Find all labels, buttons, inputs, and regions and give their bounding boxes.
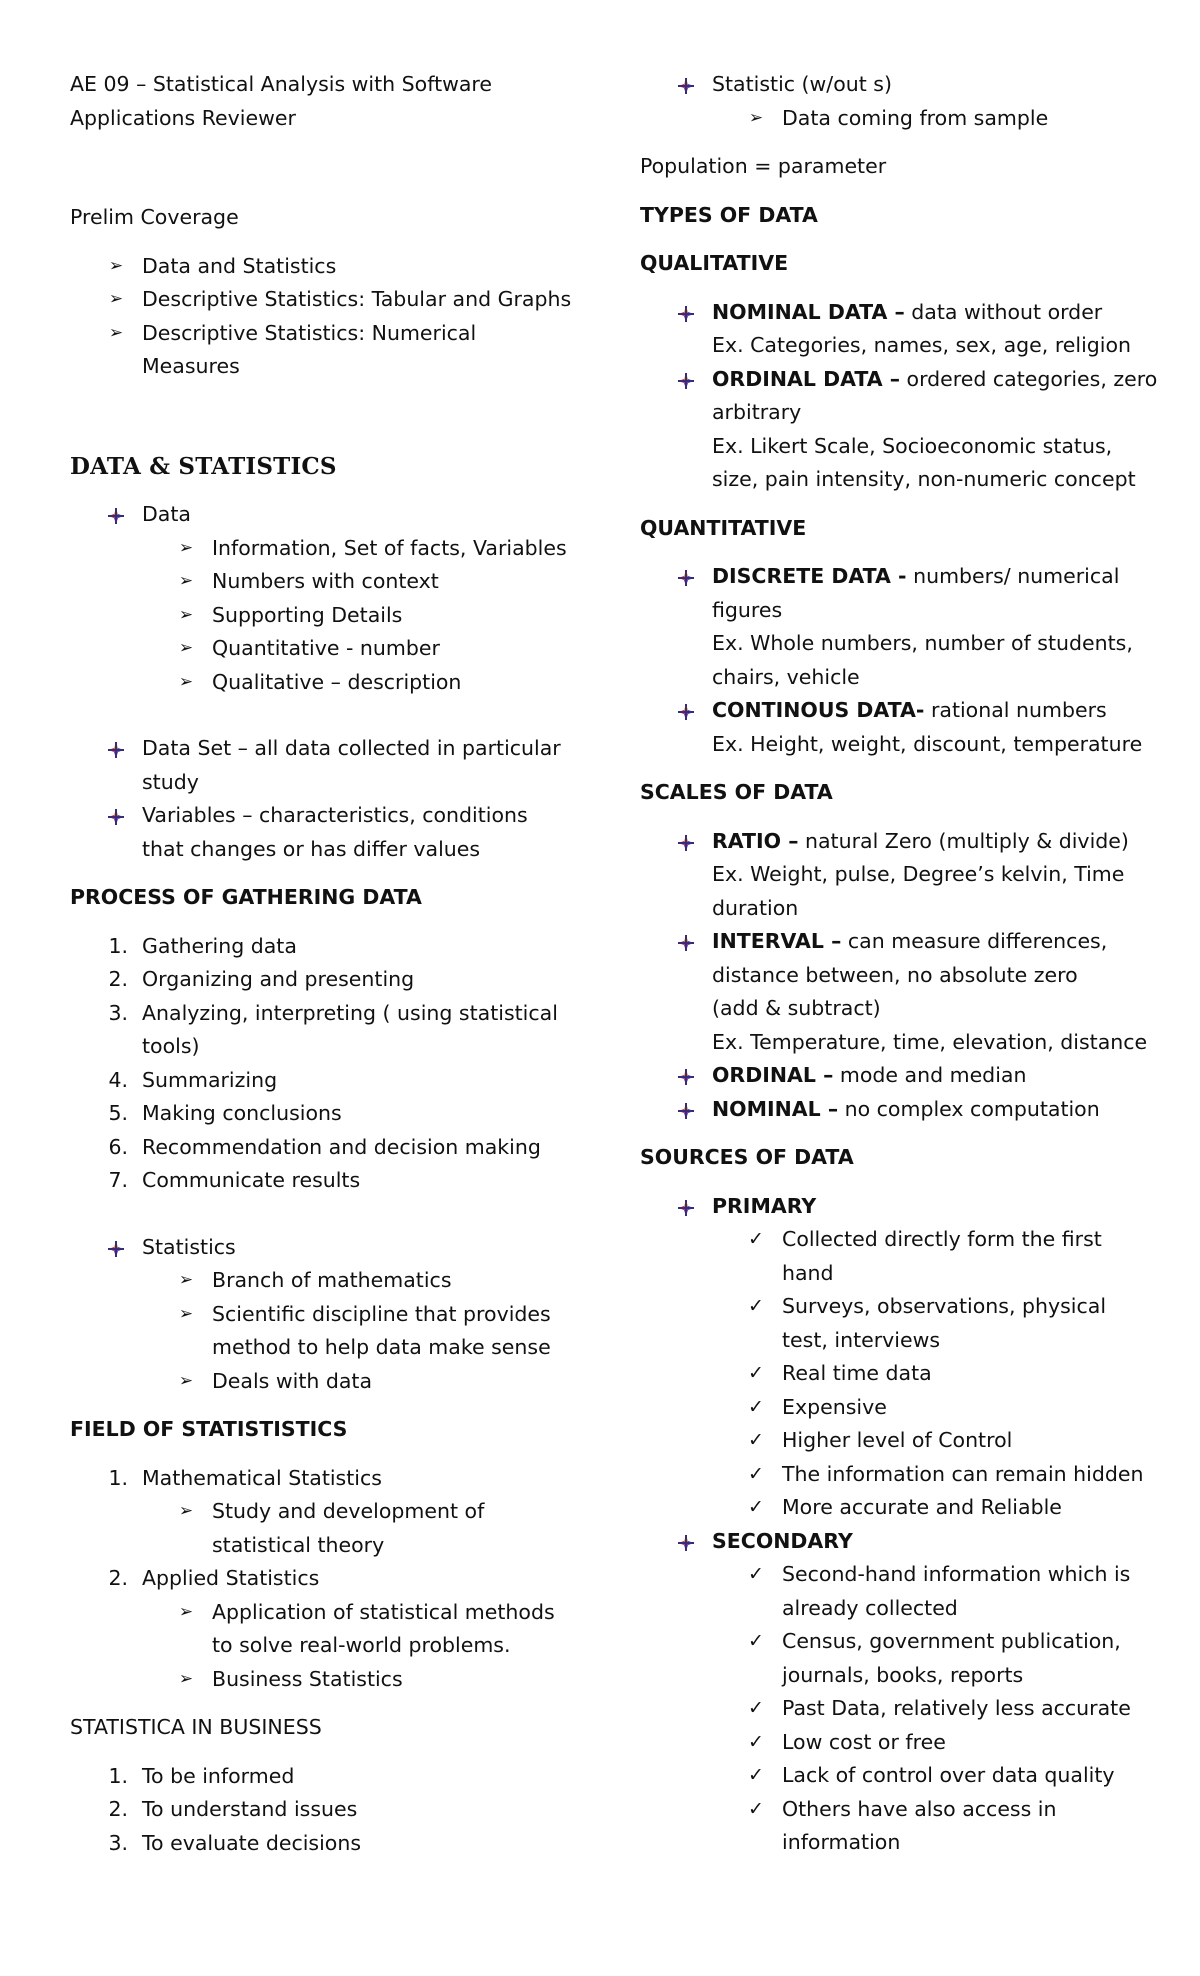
arrowhead-bullet-icon: ➢ <box>748 107 764 128</box>
population-line: Population = parameter <box>640 154 887 178</box>
checkmark-bullet-icon: ✓ <box>748 1496 764 1518</box>
checkmark-bullet-icon: ✓ <box>748 1797 764 1820</box>
arrowhead-bullet-icon: ➢ <box>178 604 194 625</box>
section-heading-data-statistics: DATA & STATISTICS <box>70 452 337 480</box>
list-item: ➢ Supporting Details <box>70 599 590 633</box>
arrowhead-bullet-icon: ➢ <box>178 1370 194 1391</box>
plus-diamond-bullet-icon <box>104 799 128 833</box>
list-item: PRIMARY <box>640 1190 1160 1224</box>
list-item: Statistics <box>70 1231 590 1265</box>
plus-diamond-bullet-icon <box>674 560 698 594</box>
plus-diamond-bullet-icon <box>674 68 698 102</box>
list-item: ➢ Information, Set of facts, Variables <box>70 532 590 566</box>
checkmark-bullet-icon: ✓ <box>748 1630 764 1652</box>
list-item-continuation: Ex. Likert Scale, Socioeconomic status, <box>712 433 1113 458</box>
checkmark-bullet-icon: ✓ <box>748 1362 764 1384</box>
plus-diamond-bullet-icon <box>104 1231 128 1265</box>
list-item-continuation: Measures <box>142 354 240 378</box>
list-item: ✓ Real time data <box>640 1357 1160 1391</box>
list-item-continuation: Ex. Weight, pulse, Degree’s kelvin, Time <box>712 862 1125 886</box>
list-item-continuation: chairs, vehicle <box>712 664 860 689</box>
list-item: ➢ Data and Statistics <box>70 250 590 284</box>
arrowhead-bullet-icon: ➢ <box>108 322 124 343</box>
list-item: SECONDARY <box>640 1525 1160 1559</box>
list-item: ORDINAL – mode and median <box>640 1059 1160 1093</box>
list-item: ➢ Application of statistical methods <box>70 1596 590 1630</box>
list-item: ✓ Surveys, observations, physical <box>640 1290 1160 1324</box>
plus-diamond-bullet-icon <box>674 1093 698 1127</box>
list-item: INTERVAL – can measure differences, <box>640 925 1160 959</box>
list-item: ✓ The information can remain hidden <box>640 1458 1160 1492</box>
arrowhead-bullet-icon: ➢ <box>178 1668 194 1689</box>
numbered-item: 4. Summarizing <box>108 1067 278 1092</box>
arrowhead-bullet-icon: ➢ <box>178 1601 194 1622</box>
list-item: NOMINAL DATA – data without order <box>640 296 1160 330</box>
list-item: ➢ Data coming from sample <box>640 102 1160 136</box>
checkmark-bullet-icon: ✓ <box>748 1395 764 1418</box>
list-item: ➢ Numbers with context <box>70 565 590 599</box>
qualitative-heading: QUALITATIVE <box>640 251 789 275</box>
list-item-continuation: information <box>782 1830 901 1854</box>
list-item: ✓ Census, government publication, <box>640 1625 1160 1659</box>
list-item: DISCRETE DATA - numbers/ numerical <box>640 560 1160 594</box>
checkmark-bullet-icon: ✓ <box>748 1764 764 1786</box>
checkmark-bullet-icon: ✓ <box>748 1462 764 1485</box>
list-item-continuation: test, interviews <box>782 1327 941 1352</box>
prelim-heading: Prelim Coverage <box>70 205 239 229</box>
list-item-continuation: to solve real-world problems. <box>212 1633 511 1657</box>
numbered-item: 2. Organizing and presenting <box>108 967 415 991</box>
list-item-continuation: Ex. Temperature, time, elevation, distance <box>712 1029 1148 1054</box>
plus-diamond-bullet-icon <box>674 1525 698 1559</box>
plus-diamond-bullet-icon <box>674 925 698 959</box>
field-heading: FIELD OF STATISTISTICS <box>70 1417 348 1441</box>
list-item: ✓ Higher level of Control <box>640 1424 1160 1458</box>
checkmark-bullet-icon: ✓ <box>748 1228 764 1250</box>
list-item: NOMINAL – no complex computation <box>640 1093 1160 1127</box>
list-item-continuation: size, pain intensity, non-numeric concept <box>712 467 1136 491</box>
list-item: Variables – characteristics, conditions <box>70 799 590 833</box>
list-item-continuation: duration <box>712 895 799 920</box>
process-heading: PROCESS OF GATHERING DATA <box>70 885 422 909</box>
list-item: ➢ Qualitative – description <box>70 666 590 700</box>
list-item: ✓ Lack of control over data quality <box>640 1759 1160 1793</box>
document-title-line2: Applications Reviewer <box>70 105 296 130</box>
list-item: ➢ Descriptive Statistics: Numerical <box>70 317 590 351</box>
arrowhead-bullet-icon: ➢ <box>178 1501 194 1521</box>
scales-heading: SCALES OF DATA <box>640 780 833 804</box>
list-item-continuation: that changes or has differ values <box>142 836 481 861</box>
plus-diamond-bullet-icon <box>674 1059 698 1093</box>
list-item: Statistic (w/out s) <box>640 68 1160 102</box>
types-heading: TYPES OF DATA <box>640 202 818 227</box>
arrowhead-bullet-icon: ➢ <box>178 1303 194 1324</box>
list-item-continuation: (add & subtract) <box>712 996 881 1020</box>
checkmark-bullet-icon: ✓ <box>748 1730 764 1753</box>
list-item-continuation: hand <box>782 1260 834 1285</box>
document-title-line1: AE 09 – Statistical Analysis with Software <box>70 72 493 96</box>
list-item: Data Set – all data collected in particular <box>70 732 590 766</box>
list-item: ✓ Others have also access in <box>640 1793 1160 1827</box>
plus-diamond-bullet-icon <box>674 363 698 397</box>
list-item: ➢ Deals with data <box>70 1365 590 1399</box>
list-item: Data <box>70 498 590 532</box>
arrowhead-bullet-icon: ➢ <box>178 671 194 692</box>
numbered-item: 1. Gathering data <box>108 933 297 958</box>
checkmark-bullet-icon: ✓ <box>748 1429 764 1451</box>
numbered-item-continuation: tools) <box>142 1034 200 1058</box>
list-item-continuation: distance between, no absolute zero <box>712 962 1078 987</box>
sources-heading: SOURCES OF DATA <box>640 1145 854 1169</box>
plus-diamond-bullet-icon <box>104 498 128 532</box>
numbered-item: 1. Mathematical Statistics <box>108 1465 382 1490</box>
list-item: ✓ Low cost or free <box>640 1726 1160 1760</box>
numbered-item: 2. To understand issues <box>108 1797 358 1821</box>
list-item: ✓ Expensive <box>640 1391 1160 1425</box>
plus-diamond-bullet-icon <box>674 825 698 859</box>
plus-diamond-bullet-icon <box>674 1190 698 1224</box>
quantitative-heading: QUANTITATIVE <box>640 515 807 540</box>
numbered-item: 1. To be informed <box>108 1763 295 1788</box>
list-item: ✓ Past Data, relatively less accurate <box>640 1692 1160 1726</box>
list-item: ➢ Branch of mathematics <box>70 1264 590 1298</box>
numbered-item: 6. Recommendation and decision making <box>108 1134 541 1159</box>
list-item-continuation: arbitrary <box>712 400 802 424</box>
arrowhead-bullet-icon: ➢ <box>108 255 124 276</box>
numbered-item: 7. Communicate results <box>108 1168 361 1192</box>
numbered-item: 5. Making conclusions <box>108 1101 342 1125</box>
list-item: ➢ Study and development of <box>70 1495 590 1529</box>
list-item-continuation: statistical theory <box>212 1532 385 1557</box>
list-item: ✓ More accurate and Reliable <box>640 1491 1160 1525</box>
list-item-continuation: study <box>142 769 199 794</box>
business-heading: STATISTICA IN BUSINESS <box>70 1715 322 1739</box>
arrowhead-bullet-icon: ➢ <box>178 638 194 658</box>
list-item: ORDINAL DATA – ordered categories, zero <box>640 363 1160 397</box>
list-item-continuation: Ex. Whole numbers, number of students, <box>712 631 1133 655</box>
list-item-continuation: already collected <box>782 1595 958 1620</box>
arrowhead-bullet-icon: ➢ <box>178 571 194 591</box>
list-item: CONTINOUS DATA- rational numbers <box>640 694 1160 728</box>
arrowhead-bullet-icon: ➢ <box>178 537 194 558</box>
list-item-continuation: figures <box>712 597 783 622</box>
plus-diamond-bullet-icon <box>674 694 698 728</box>
left-column <box>70 68 590 1860</box>
list-item: ➢ Quantitative - number <box>70 632 590 666</box>
list-item-continuation: Ex. Height, weight, discount, temperature <box>712 731 1143 756</box>
plus-diamond-bullet-icon <box>104 732 128 766</box>
arrowhead-bullet-icon: ➢ <box>178 1270 194 1290</box>
checkmark-bullet-icon: ✓ <box>748 1563 764 1585</box>
list-item-continuation: journals, books, reports <box>782 1662 1024 1687</box>
list-item: RATIO – natural Zero (multiply & divide) <box>640 825 1160 859</box>
numbered-item: 3. Analyzing, interpreting ( using statistical <box>108 1000 558 1025</box>
list-item: ➢ Business Statistics <box>70 1663 590 1697</box>
list-item: ✓ Second-hand information which is <box>640 1558 1160 1592</box>
numbered-item: 3. To evaluate decisions <box>108 1830 362 1855</box>
list-item-continuation: Ex. Categories, names, sex, age, religion <box>712 333 1132 357</box>
checkmark-bullet-icon: ✓ <box>748 1295 764 1317</box>
arrowhead-bullet-icon: ➢ <box>108 289 124 309</box>
list-item-continuation: method to help data make sense <box>212 1335 551 1359</box>
list-item: ➢ Scientific discipline that provides <box>70 1298 590 1332</box>
plus-diamond-bullet-icon <box>674 296 698 330</box>
numbered-item: 2. Applied Statistics <box>108 1566 320 1590</box>
checkmark-bullet-icon: ✓ <box>748 1697 764 1719</box>
list-item: ✓ Collected directly form the first <box>640 1223 1160 1257</box>
list-item: ➢ Descriptive Statistics: Tabular and Graphs <box>70 283 590 317</box>
right-column <box>640 68 1160 1860</box>
